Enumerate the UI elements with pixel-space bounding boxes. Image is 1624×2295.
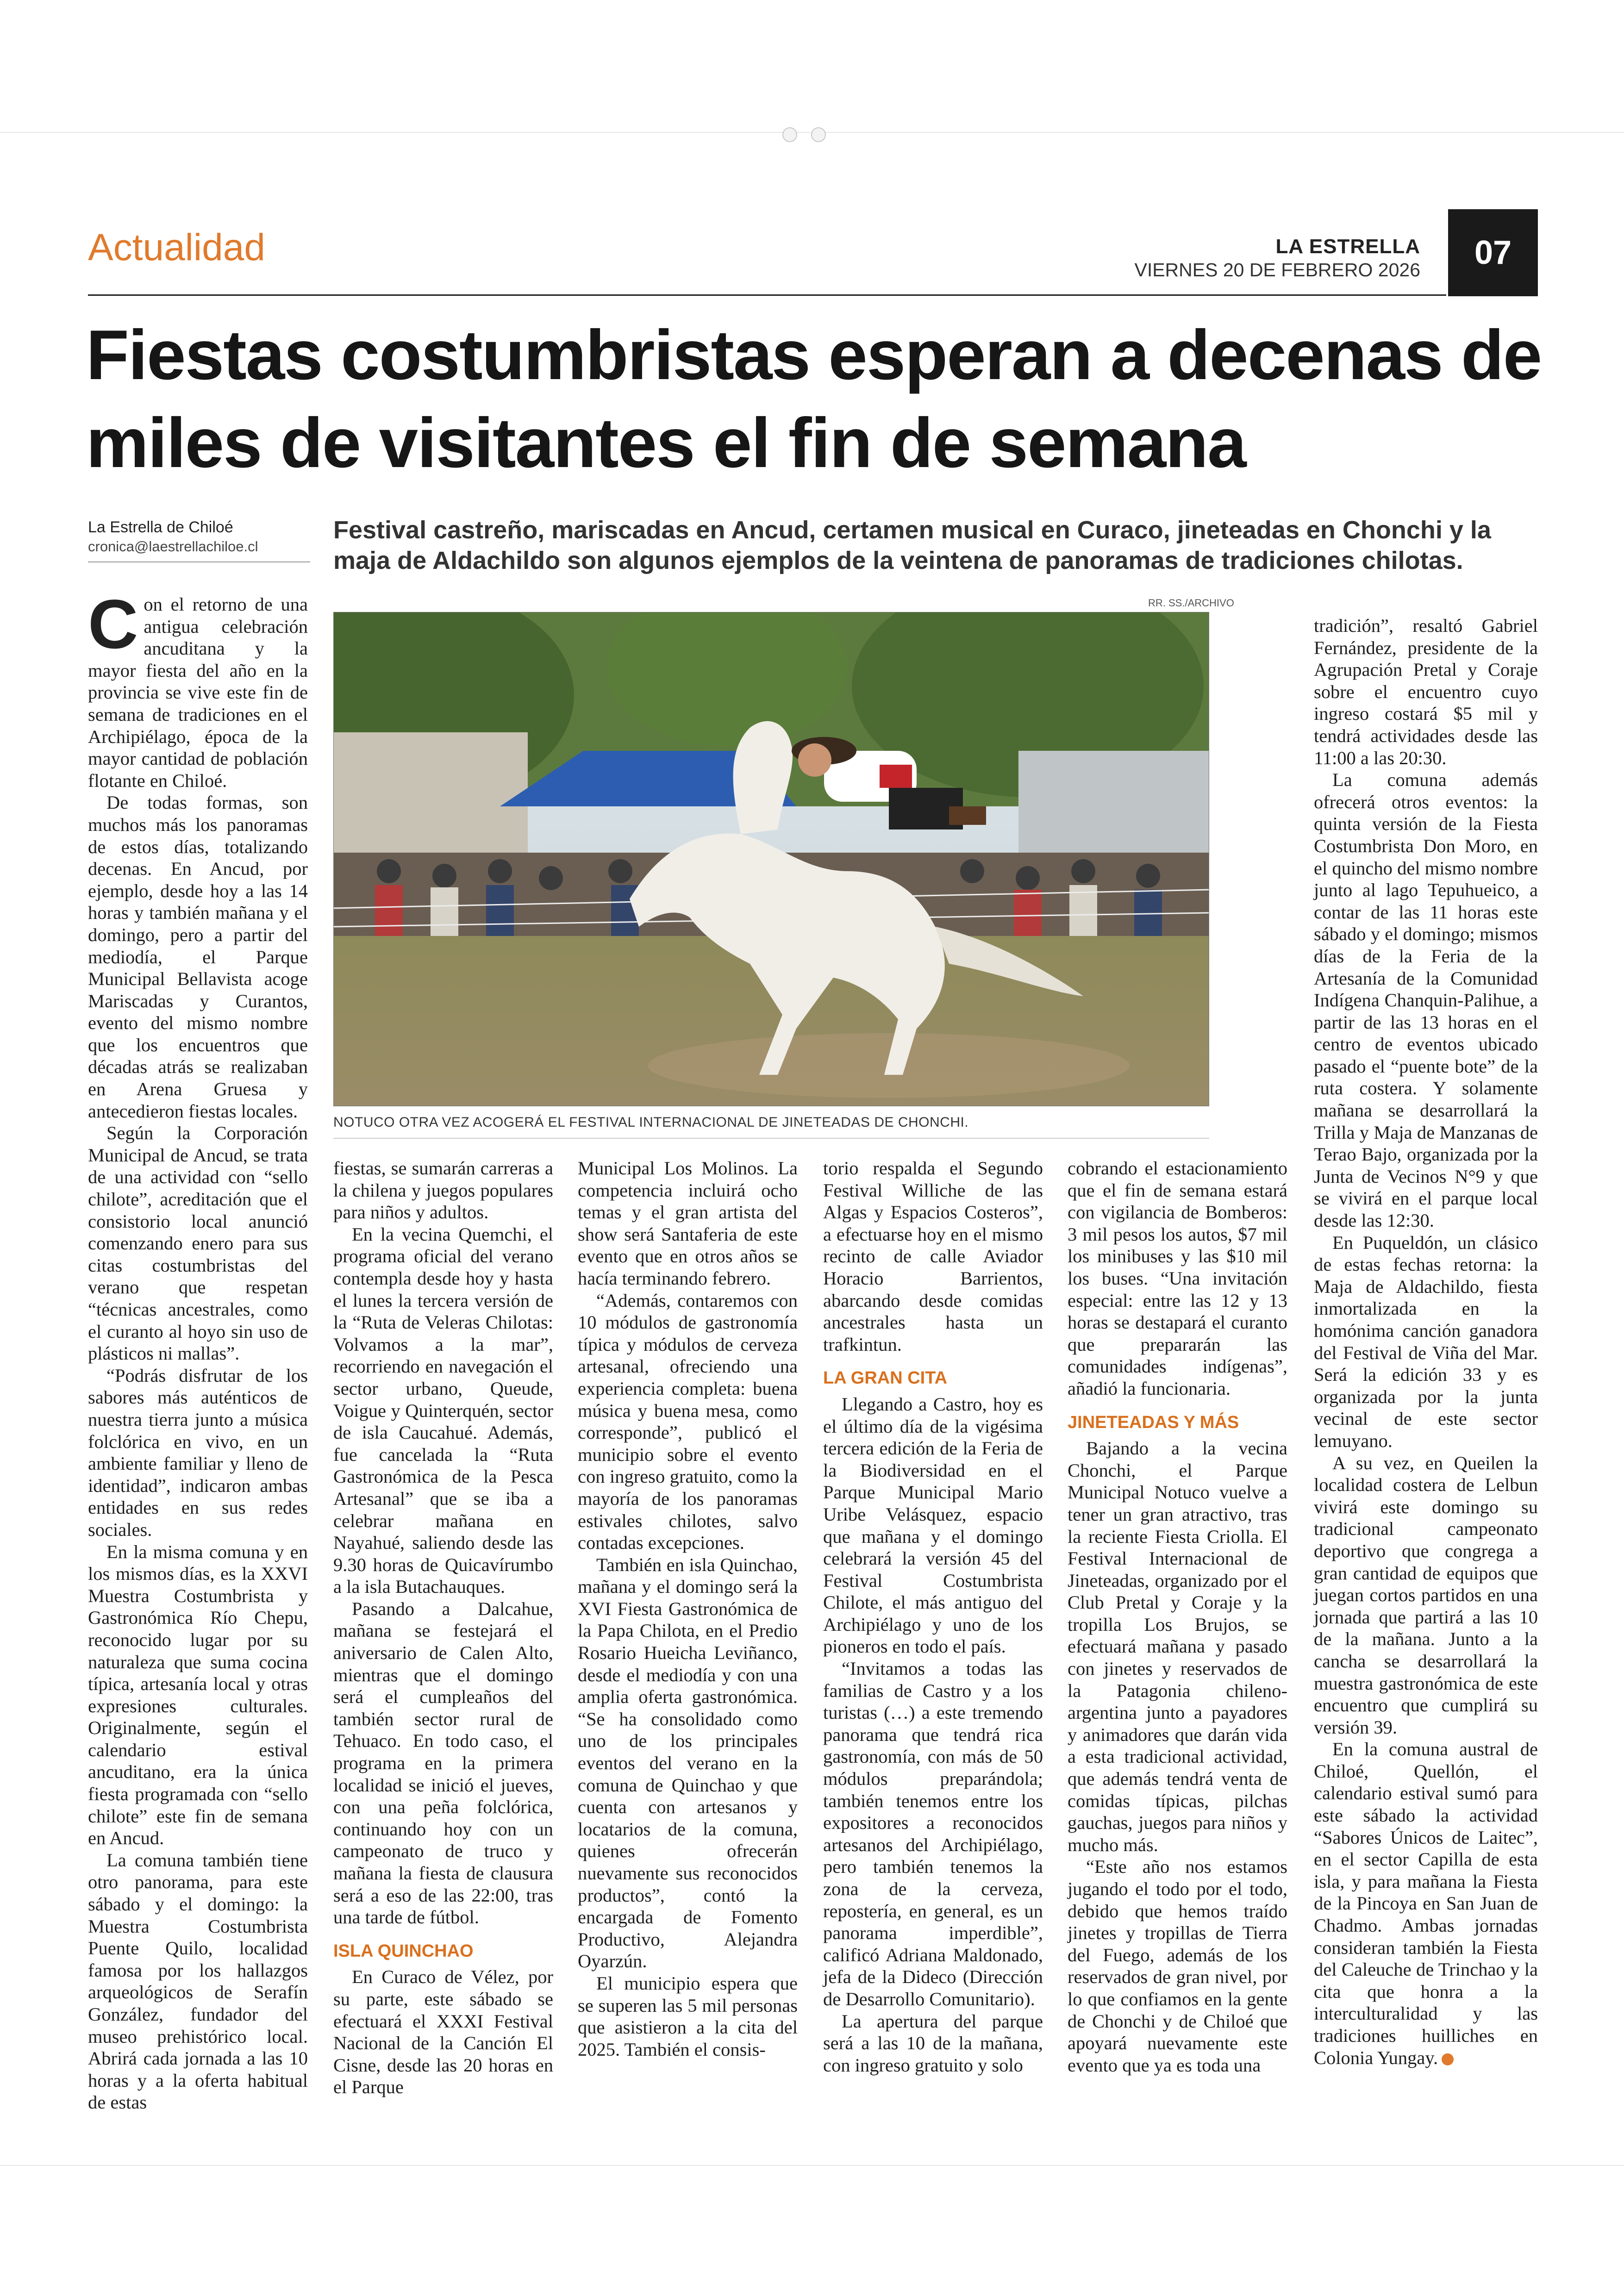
paragraph: Según la Corporación Municipal de Ancud, se trata de una actividad con “sello chilote”, acreditación que el consistorio local anunció comenzando enero para sus citas costumbristas del verano que respetan “técnicas ancestrales, como el curanto al hoyo sin uso de plásticos ni mallas”. — [88, 1123, 308, 1364]
paragraph: La comuna además ofrecerá otros eventos: la quinta versión de la Fiesta Costumbrista Don Moro, en el quincho del mismo nombre junto al lago Tepuhueico, a contar de las 11 horas este sábado y el domingo; mismos días de la Feria de la Artesanía de la Comunidad Indígena Chanquin-Palihue, a partir de las 13 horas en el centro de eventos ubicado pasado el “puente bote” de la ruta costera. Y solamente mañana se desarrollará la Trilla y Maja de Manzanas de Terao Bajo, organizada por la Junta de Vecinos N°9 y que se vivirá en el parque local desde las 12:30. — [1314, 769, 1538, 1231]
paragraph: Pasando a Dalcahue, mañana se festejará el aniversario de Calen Alto, mientras que el domingo será el cumpleaños del también sector rural de Tehuaco. En todo caso, el programa en la primera localidad se inició el jueves, con una peña folclórica, continuando hoy con un campeonato de truco y mañana la fiesta de clausura será a eso de las 22:00, tras una tarde de fútbol. — [333, 1598, 553, 1928]
paragraph: Con el retorno de una antigua celebración ancuditana y la mayor fiesta del año en la provincia se vive este fin de semana de tradiciones en el Archipiélago, época de la mayor cantidad de población flotante en Chiloé. — [88, 585, 308, 791]
byline-rule — [88, 561, 310, 562]
paragraph: torio respalda el Segundo Festival Williche de las Algas y Espacios Costeros”, a efectuarse hoy en el mismo recinto de calle Aviador Horacio Barrientos, abarcando desde comidas ancestrales hasta un trafkintun. — [823, 1158, 1043, 1355]
header-rule — [88, 294, 1446, 296]
paragraph: En Curaco de Vélez, por su parte, este sábado se efectuará el XXXI Festival Nacional de la Canción El Cisne, desde las 20 horas en el Parque — [333, 1966, 553, 2098]
subhead-isla-quinchao: ISLA QUINCHAO — [333, 1941, 474, 1961]
page-number: 07 — [1448, 209, 1538, 296]
article-col-3 — [578, 1157, 798, 2060]
paragraph: “Invitamos a todas las familias de Castro y a los turistas (…) a este tremendo panorama que tendrá rica gastronomía, con más de 50 módulos preparándola; también tenemos entre los expositores a reconocidos artesanos del Archipiélago, pero también tenemos la zona de la cerveza, repostería, en general, es un panorama imperdible”, calificó Adriana Maldonado, jefa de la Dideco (Dirección de Desarrollo Comunitario). — [823, 1658, 1043, 2009]
masthead — [1134, 235, 1420, 281]
rodeo-photo — [333, 612, 1209, 1106]
drop-cap: C — [88, 585, 138, 663]
page-indicator[interactable] — [782, 127, 826, 142]
paragraph: La apertura del parque será a las 10 de la mañana, con ingreso gratuito y solo — [823, 2010, 1043, 2076]
paragraph: Bajando a la vecina Chonchi, el Parque Municipal Notuco vuelve a tener un gran atractivo, tras la reciente Fiesta Criolla. El Festival Internacional de Jineteadas, organizado por el Club Pretal y Coraje y la tropilla Los Brujos, se efectuará mañana y pasado con jinetes y reservados de la Patagonia chileno-argentina junto a payadores y animadores que darán vida a esta tradicional actividad, que además tendrá venta de comidas típicas, pilchas gauchas, juegos para niños y mucho más. — [1068, 1438, 1287, 1855]
section-label: Actualidad — [88, 226, 265, 268]
paragraph: También en isla Quinchao, mañana y el domingo será la XVI Fiesta Gastronómica de la Papa Chilota, en el Predio Rosario Hueicha Leviñanco, desde el mediodía y con una amplia oferta gastronómica. “Se ha consolidado como uno de los principales eventos del verano en la comuna de Quinchao y que cuenta con artesanos y locatarios de la comuna, quienes ofrecerán nuevamente sus reconocidos productos”, contó la encargada de Fomento Productivo, Alejandra Oyarzún. — [578, 1554, 798, 1972]
byline-email[interactable]: cronica@laestrellachiloe.cl — [88, 538, 258, 555]
page-dot[interactable] — [811, 127, 826, 142]
subhead-la-gran-cita: LA GRAN CITA — [823, 1368, 948, 1388]
paragraph: En la comuna austral de Chiloé, Quellón, el calendario estival sumó para este sábado la actividad “Sabores Únicos de Laitec”, en el sector Capilla de esta isla, y para mañana la Fiesta de la Pincoya en San Juan de Chadmo. Ambas jornadas consideran también la Fiesta del Caleuche de Trinchao y la cita que honra a la interculturalidad y las tradiciones huilliches en Colonia Yungay. — [1314, 1739, 1538, 2068]
deck: Festival castreño, mariscadas en Ancud, certamen musical en Curaco, jineteadas en Chonchi y la maja de Aldachildo son algunos ejemplos de la veintena de panoramas de tradiciones chilotas. — [333, 516, 1491, 574]
paragraph: En la vecina Quemchi, el programa oficial del verano contempla desde hoy y hasta el lunes la tercera versión de la “Ruta de Veleras Chilotas: Volvamos a la mar”, recorriendo en navegación el sector urbano, Queude, Voigue y Quinterquén, sector de isla Caucahué. Además, fue cancelada la “Ruta Gastronómica de la Pesca Artesanal” que se iba a celebrar mañana en Nayahué, saliendo desde las 9.30 horas de Quicavírumbo a la isla Butachauques. — [333, 1223, 553, 1597]
paragraph: Llegando a Castro, hoy es el último día de la vigésima tercera edición de la Feria de la Biodiversidad en el Parque Municipal Mario Uribe Velásquez, espacio que mañana y el domingo celebrará la versión 45 del Festival Costumbrista Chilote, el más antiguo del Archipiélago y uno de los pioneros en todo el país. — [823, 1393, 1043, 1657]
paragraph: A su vez, en Queilen la localidad costera de Lelbun vivirá este domingo su tradicional campeonato deportivo que congrega a gran cantidad de equipos que juegan cortos partidos en una jornada que partirá a las 10 de la mañana. Junto a la cancha se desarrollará la muestra gastronómica de este encuentro que cumplirá su versión 39. — [1314, 1452, 1538, 1738]
photo-caption: NOTUCO OTRA VEZ ACOGERÁ EL FESTIVAL INTERNACIONAL DE JINETEADAS DE CHONCHI. — [333, 1115, 969, 1130]
paragraph: El municipio espera que se superen las 5 mil personas que asistieron a la cita del 2025. También el consis- — [578, 1972, 798, 2060]
article-col-2 — [333, 1157, 553, 2098]
page-dot[interactable] — [782, 127, 797, 142]
end-mark-icon — [1442, 2053, 1454, 2065]
paragraph: En la misma comuna y en los mismos días, es la XXVI Muestra Costumbrista y Gastronómica Río Chepu, reconocido lugar por su naturaleza que suma cocina típica, artesanía local y otras expresiones culturales. Originalmente, según el calendario estival ancuditano, era la única fiesta programada con “sello chilote” este fin de semana en Ancud. — [88, 1541, 308, 1849]
paragraph: “Podrás disfrutar de los sabores más auténticos de nuestra tierra junto a música folclórica en vivo, en un ambiente familiar y lleno de identidad”, indicaron ambas entidades en sus redes sociales. — [88, 1365, 308, 1540]
paragraph: “Este año nos estamos jugando el todo por el todo, debido que hemos traído jinetes y tropillas de Tierra del Fuego, además de los reservados de gran nivel, por lo que confiamos en la gente de Chonchi y de Chiloé que apoyará nuevamente este evento que ya es toda una — [1068, 1856, 1287, 2076]
byline-author: La Estrella de Chiloé — [88, 518, 233, 536]
paragraph: La comuna también tiene otro panorama, para este sábado y el domingo: la Muestra Costumbrista Puente Quilo, localidad famosa por los hallazgos arqueológicos de Serafín González, fundador del museo prehistórico local. Abrirá cada jornada a las 10 horas y a la oferta habitual de estas — [88, 1849, 308, 2113]
byline — [88, 518, 310, 562]
paragraph: fiestas, se sumarán carreras a la chilena y juegos populares para niños y adultos. — [333, 1158, 553, 1223]
article-col-4 — [823, 1157, 1043, 2076]
photo-credit: RR. SS./ARCHIVO — [1148, 597, 1234, 609]
paragraph: Municipal Los Molinos. La competencia incluirá ocho temas y el gran artista del show será Santaferia de este evento que en otros años se hacía terminando febrero. — [578, 1158, 798, 1289]
paragraph: En Puqueldón, un clásico de estas fechas retorna: la Maja de Aldachildo, fiesta inmortalizada en la homónima canción ganadora del Festival de Viña del Mar. Será la edición 33 y es organizada por la junta vecinal de este sector lemuyano. — [1314, 1232, 1538, 1451]
paragraph: De todas formas, son muchos más los panoramas de estos días, totalizando decenas. En Ancud, por ejemplo, desde hoy a las 14 horas y también mañana y el domingo, pero a partir del mediodía, el Parque Municipal Bellavista acoge Mariscadas y Curantos, evento del mismo nombre que los encuentros que décadas atrás se realizaban en Arena Gruesa y antecedieron fiestas locales. — [88, 792, 308, 1122]
paragraph: tradición”, resaltó Gabriel Fernández, presidente de la Agrupación Pretal y Coraje sobre el encuentro cuyo ingreso costará $5 mil y tendrá actividades desde las 11:00 a las 20:30. — [1314, 615, 1538, 768]
caption-rule — [333, 1138, 1209, 1139]
paper-name: LA ESTRELLA — [1275, 235, 1420, 258]
article-col-1 — [88, 585, 308, 2114]
paragraph: “Además, contaremos con 10 módulos de gastronomía típica y módulos de cerveza artesanal, ofreciendo una experiencia completa: buena música y buena mesa, como corresponde”, publicó el municipio sobre el evento con ingreso gratuito, como la mayoría de los panoramas estivales chilotes, salvo contadas excepciones. — [578, 1290, 798, 1553]
subhead-jineteadas: JINETEADAS Y MÁS — [1068, 1412, 1239, 1432]
article-col-6 — [1314, 615, 1538, 2069]
issue-date: VIERNES 20 DE FEBRERO 2026 — [1134, 259, 1420, 281]
paragraph: cobrando el estacionamiento que el fin de semana estará con vigilancia de Bomberos: 3 mil pesos los autos, $7 mil los minibuses y las $10 mil los buses. “Una invitación especial: entre las 12 y 13 horas se destapará el curanto que prepararán las comunidades indígenas”, añadió la funcionaria. — [1068, 1158, 1287, 1399]
headline: Fiestas costumbristas esperan a decenas de miles de visitantes el fin de semana — [86, 316, 1542, 482]
article-col-5 — [1068, 1157, 1287, 2076]
